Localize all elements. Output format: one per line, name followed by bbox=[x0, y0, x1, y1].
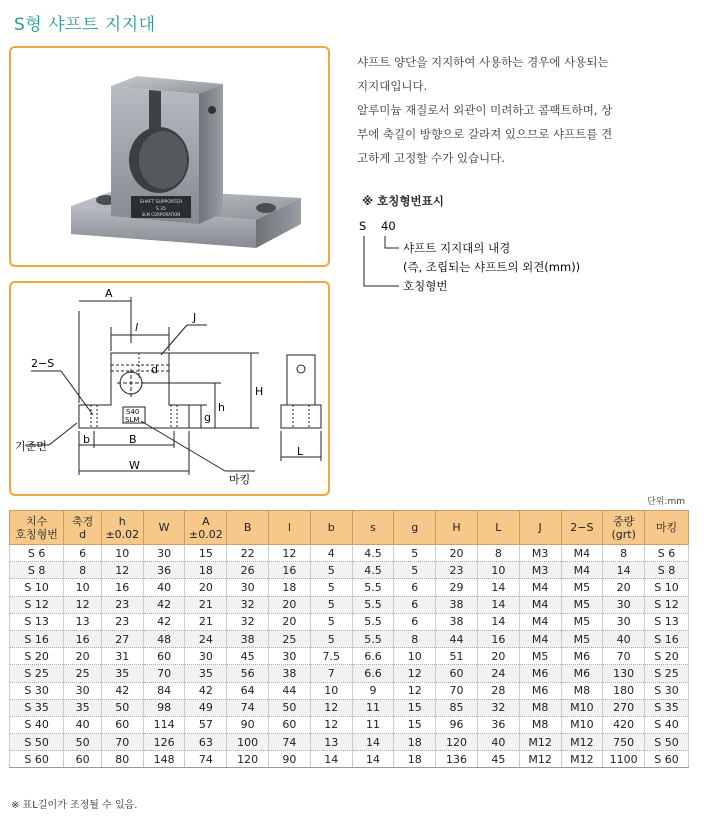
column-header: L bbox=[477, 511, 519, 545]
dim-B-label: B bbox=[129, 433, 137, 446]
table-cell: 10 bbox=[394, 648, 436, 665]
product-photo bbox=[11, 48, 328, 265]
table-cell: 6.6 bbox=[352, 648, 394, 665]
table-cell: 45 bbox=[227, 648, 269, 665]
table-cell: M8 bbox=[519, 716, 561, 733]
table-row bbox=[10, 613, 689, 630]
table-cell: S 13 bbox=[10, 613, 64, 630]
table-cell: M4 bbox=[519, 613, 561, 630]
code-diagram bbox=[355, 212, 655, 302]
code-desc-line1: 샤프트 지지대의 내경 bbox=[403, 241, 511, 255]
column-header: 치수 호칭형번 bbox=[10, 511, 64, 545]
table-cell: 5.5 bbox=[352, 596, 394, 613]
table-cell: M6 bbox=[519, 682, 561, 699]
table-cell: 14 bbox=[477, 596, 519, 613]
photo-model-text: S 35 bbox=[155, 207, 167, 212]
table-cell: 12 bbox=[269, 545, 311, 562]
table-cell: 56 bbox=[227, 665, 269, 682]
table-cell: S 40 bbox=[645, 716, 689, 733]
table-row bbox=[10, 579, 689, 596]
table-cell: 44 bbox=[436, 630, 478, 647]
table-cell: 27 bbox=[101, 630, 143, 647]
table-cell: M4 bbox=[561, 562, 603, 579]
table-cell: 96 bbox=[436, 716, 478, 733]
table-cell: 100 bbox=[227, 734, 269, 751]
table-cell: 4.5 bbox=[352, 545, 394, 562]
table-cell: 5 bbox=[394, 545, 436, 562]
table-cell: 38 bbox=[436, 613, 478, 630]
technical-drawing-frame bbox=[9, 281, 330, 496]
table-cell: 16 bbox=[269, 562, 311, 579]
table-cell: M10 bbox=[561, 699, 603, 716]
table-cell: 49 bbox=[185, 699, 227, 716]
marking-label: 마킹 bbox=[229, 473, 251, 486]
product-photo-frame bbox=[9, 46, 330, 267]
table-cell: S 20 bbox=[10, 648, 64, 665]
table-cell: 45 bbox=[477, 751, 519, 768]
table-cell: 51 bbox=[436, 648, 478, 665]
table-cell: 32 bbox=[227, 596, 269, 613]
description bbox=[357, 50, 632, 170]
table-cell: M12 bbox=[519, 751, 561, 768]
table-cell: M8 bbox=[561, 682, 603, 699]
table-cell: 60 bbox=[436, 665, 478, 682]
table-cell: M8 bbox=[519, 699, 561, 716]
table-cell: 7 bbox=[310, 665, 352, 682]
column-header: 마킹 bbox=[645, 511, 689, 545]
table-cell: 20 bbox=[64, 648, 102, 665]
page-title: S형 샤프트 지지대 bbox=[14, 15, 156, 35]
table-cell: 40 bbox=[64, 716, 102, 733]
table-cell: 14 bbox=[352, 751, 394, 768]
table-cell: 5 bbox=[394, 562, 436, 579]
table-cell: 30 bbox=[603, 596, 645, 613]
table-cell: M4 bbox=[519, 596, 561, 613]
table-cell: 4.5 bbox=[352, 562, 394, 579]
table-cell: 35 bbox=[101, 665, 143, 682]
table-cell: 74 bbox=[185, 751, 227, 768]
table-cell: 4 bbox=[310, 545, 352, 562]
table-cell: M12 bbox=[561, 734, 603, 751]
table-cell: 5.5 bbox=[352, 579, 394, 596]
column-header: H bbox=[436, 511, 478, 545]
table-cell: S 12 bbox=[10, 596, 64, 613]
table-cell: 180 bbox=[603, 682, 645, 699]
dim-H-label: H bbox=[255, 385, 264, 398]
table-cell: 30 bbox=[269, 648, 311, 665]
table-cell: 5.5 bbox=[352, 630, 394, 647]
table-cell: 120 bbox=[227, 751, 269, 768]
table-cell: S 8 bbox=[645, 562, 689, 579]
column-header: J bbox=[519, 511, 561, 545]
table-cell: 10 bbox=[101, 545, 143, 562]
table-cell: 5 bbox=[310, 630, 352, 647]
table-cell: 23 bbox=[436, 562, 478, 579]
code-number: 40 bbox=[381, 219, 396, 233]
table-cell: 6 bbox=[394, 596, 436, 613]
table-cell: 15 bbox=[185, 545, 227, 562]
dim-b-label: b bbox=[83, 433, 90, 446]
column-header: 축경 d bbox=[64, 511, 102, 545]
tag-brand-label: SLM bbox=[125, 416, 140, 424]
column-header: l bbox=[269, 511, 311, 545]
table-cell: 30 bbox=[185, 648, 227, 665]
table-cell: 48 bbox=[143, 630, 185, 647]
table-cell: 44 bbox=[269, 682, 311, 699]
table-cell: M3 bbox=[519, 562, 561, 579]
table-cell: 420 bbox=[603, 716, 645, 733]
table-cell: 5 bbox=[310, 596, 352, 613]
table-cell: M5 bbox=[519, 648, 561, 665]
code-desc-line3: 호칭형번 bbox=[403, 279, 448, 293]
table-cell: 270 bbox=[603, 699, 645, 716]
table-cell: 18 bbox=[185, 562, 227, 579]
table-cell: 136 bbox=[436, 751, 478, 768]
table-cell: 750 bbox=[603, 734, 645, 751]
table-cell: 32 bbox=[477, 699, 519, 716]
table-cell: M12 bbox=[519, 734, 561, 751]
table-row bbox=[10, 751, 689, 768]
dim-L-label: L bbox=[297, 445, 304, 458]
code-desc-line2: (즉, 조립되는 샤프트의 외견(mm)) bbox=[403, 260, 581, 274]
table-cell: 114 bbox=[143, 716, 185, 733]
table-cell: 20 bbox=[185, 579, 227, 596]
code-title: ※ 호칭형번표시 bbox=[362, 194, 444, 208]
table-cell: 18 bbox=[394, 751, 436, 768]
table-cell: M12 bbox=[561, 751, 603, 768]
table-cell: 14 bbox=[603, 562, 645, 579]
technical-drawing bbox=[11, 283, 328, 494]
table-row bbox=[10, 630, 689, 647]
table-cell: 57 bbox=[185, 716, 227, 733]
table-cell: M4 bbox=[519, 630, 561, 647]
table-cell: 38 bbox=[269, 665, 311, 682]
table-cell: 42 bbox=[143, 613, 185, 630]
table-cell: 16 bbox=[101, 579, 143, 596]
table-cell: 126 bbox=[143, 734, 185, 751]
column-header: s bbox=[352, 511, 394, 545]
table-cell: 70 bbox=[436, 682, 478, 699]
description-line: 부에 축길이 방향으로 갈라져 있으므로 샤프트를 견 bbox=[357, 127, 613, 141]
table-cell: 84 bbox=[143, 682, 185, 699]
table-cell: 7.5 bbox=[310, 648, 352, 665]
table-cell: 32 bbox=[227, 613, 269, 630]
table-cell: 9 bbox=[352, 682, 394, 699]
table-cell: S 8 bbox=[10, 562, 64, 579]
table-cell: S 60 bbox=[10, 751, 64, 768]
description-line: 지지대입니다. bbox=[357, 79, 428, 93]
table-cell: 6 bbox=[394, 613, 436, 630]
table-cell: 24 bbox=[477, 665, 519, 682]
table-cell: 35 bbox=[64, 699, 102, 716]
table-cell: 25 bbox=[269, 630, 311, 647]
table-cell: M5 bbox=[561, 613, 603, 630]
photo-brand-text: SHAFT SUPPORTER bbox=[139, 200, 183, 205]
table-cell: 12 bbox=[394, 682, 436, 699]
dim-g-label: g bbox=[204, 411, 211, 424]
table-cell: 30 bbox=[603, 613, 645, 630]
column-header: h ±0.02 bbox=[101, 511, 143, 545]
column-header: g bbox=[394, 511, 436, 545]
table-cell: 20 bbox=[269, 596, 311, 613]
table-row bbox=[10, 699, 689, 716]
table-cell: 23 bbox=[101, 596, 143, 613]
dim-W-label: W bbox=[129, 459, 140, 472]
table-cell: 30 bbox=[227, 579, 269, 596]
table-cell: 31 bbox=[101, 648, 143, 665]
table-cell: S 13 bbox=[645, 613, 689, 630]
table-cell: S 16 bbox=[645, 630, 689, 647]
description-line: 고하게 고정할 수가 있습니다. bbox=[357, 151, 505, 165]
table-cell: 8 bbox=[477, 545, 519, 562]
column-header: b bbox=[310, 511, 352, 545]
table-cell: M4 bbox=[519, 579, 561, 596]
table-cell: 36 bbox=[143, 562, 185, 579]
unit-label: 단위:mm bbox=[647, 497, 685, 507]
table-cell: M6 bbox=[561, 665, 603, 682]
table-cell: S 60 bbox=[645, 751, 689, 768]
table-row bbox=[10, 716, 689, 733]
table-cell: 10 bbox=[310, 682, 352, 699]
table-cell: 18 bbox=[394, 734, 436, 751]
table-cell: S 10 bbox=[645, 579, 689, 596]
table-cell: 70 bbox=[143, 665, 185, 682]
table-cell: S 20 bbox=[645, 648, 689, 665]
table-row bbox=[10, 596, 689, 613]
table-cell: 29 bbox=[436, 579, 478, 596]
table-cell: S 30 bbox=[645, 682, 689, 699]
table-cell: 24 bbox=[185, 630, 227, 647]
table-cell: 20 bbox=[477, 648, 519, 665]
table-cell: 60 bbox=[64, 751, 102, 768]
table-cell: 80 bbox=[101, 751, 143, 768]
table-cell: 98 bbox=[143, 699, 185, 716]
table-row bbox=[10, 545, 689, 562]
dim-2S-label: 2−S bbox=[31, 357, 55, 370]
table-cell: 6 bbox=[64, 545, 102, 562]
table-cell: 1100 bbox=[603, 751, 645, 768]
table-body bbox=[10, 545, 689, 768]
table-cell: 12 bbox=[64, 596, 102, 613]
table-cell: 130 bbox=[603, 665, 645, 682]
table-cell: 13 bbox=[310, 734, 352, 751]
table-cell: 36 bbox=[477, 716, 519, 733]
description-line: 알루미늄 재질로서 외관이 미려하고 콤팩트하며, 상 bbox=[357, 103, 613, 117]
table-cell: 40 bbox=[603, 630, 645, 647]
table-cell: 16 bbox=[477, 630, 519, 647]
table-cell: 8 bbox=[394, 630, 436, 647]
table-cell: 12 bbox=[394, 665, 436, 682]
table-cell: 30 bbox=[143, 545, 185, 562]
table-cell: 50 bbox=[101, 699, 143, 716]
table-cell: M5 bbox=[561, 630, 603, 647]
table-cell: S 25 bbox=[645, 665, 689, 682]
table-cell: 35 bbox=[185, 665, 227, 682]
table-cell: 70 bbox=[101, 734, 143, 751]
table-cell: 5 bbox=[310, 579, 352, 596]
table-cell: 42 bbox=[101, 682, 143, 699]
description-line: 샤프트 양단을 지지하여 사용하는 경우에 사용되는 bbox=[357, 55, 609, 69]
column-header: A ±0.02 bbox=[185, 511, 227, 545]
table-cell: 8 bbox=[64, 562, 102, 579]
table-cell: 38 bbox=[436, 596, 478, 613]
column-header: 2−S bbox=[561, 511, 603, 545]
tag-model-label: S40 bbox=[126, 408, 140, 416]
table-cell: M5 bbox=[561, 596, 603, 613]
table-cell: 90 bbox=[269, 751, 311, 768]
table-cell: 64 bbox=[227, 682, 269, 699]
footnote: ※ 표L길이가 조정될 수 있음. bbox=[11, 800, 138, 811]
table-cell: 42 bbox=[185, 682, 227, 699]
table-cell: S 50 bbox=[645, 734, 689, 751]
table-cell: S 35 bbox=[10, 699, 64, 716]
table-cell: 50 bbox=[269, 699, 311, 716]
table-cell: M10 bbox=[561, 716, 603, 733]
table-cell: 85 bbox=[436, 699, 478, 716]
table-cell: 25 bbox=[64, 665, 102, 682]
table-cell: 12 bbox=[310, 716, 352, 733]
table-cell: 90 bbox=[227, 716, 269, 733]
table-cell: 14 bbox=[477, 579, 519, 596]
dim-d-label: d bbox=[151, 363, 158, 376]
table-cell: 8 bbox=[603, 545, 645, 562]
table-cell: S 6 bbox=[645, 545, 689, 562]
table-cell: 40 bbox=[143, 579, 185, 596]
table-cell: 5 bbox=[310, 613, 352, 630]
table-cell: 13 bbox=[64, 613, 102, 630]
table-cell: 26 bbox=[227, 562, 269, 579]
table-cell: S 16 bbox=[10, 630, 64, 647]
table-cell: 14 bbox=[310, 751, 352, 768]
table-cell: M4 bbox=[561, 545, 603, 562]
table-cell: 6.6 bbox=[352, 665, 394, 682]
table-header-row bbox=[10, 511, 689, 545]
table-cell: 60 bbox=[143, 648, 185, 665]
table-cell: 15 bbox=[394, 699, 436, 716]
table-cell: 11 bbox=[352, 699, 394, 716]
table-cell: M5 bbox=[561, 579, 603, 596]
table-cell: 20 bbox=[603, 579, 645, 596]
table-cell: 5.5 bbox=[352, 613, 394, 630]
table-cell: 12 bbox=[101, 562, 143, 579]
spec-table bbox=[9, 510, 689, 768]
table-cell: S 6 bbox=[10, 545, 64, 562]
table-cell: 60 bbox=[269, 716, 311, 733]
table-cell: M6 bbox=[519, 665, 561, 682]
table-cell: 22 bbox=[227, 545, 269, 562]
table-cell: M6 bbox=[561, 648, 603, 665]
table-cell: 15 bbox=[394, 716, 436, 733]
table-cell: 42 bbox=[143, 596, 185, 613]
dim-h-label: h bbox=[218, 401, 225, 414]
dim-J-label: J bbox=[193, 311, 197, 324]
table-cell: 14 bbox=[352, 734, 394, 751]
table-cell: S 30 bbox=[10, 682, 64, 699]
table-cell: S 25 bbox=[10, 665, 64, 682]
table-cell: 70 bbox=[603, 648, 645, 665]
table-cell: 40 bbox=[477, 734, 519, 751]
dim-l-label: l bbox=[135, 321, 139, 334]
table-cell: 21 bbox=[185, 613, 227, 630]
table-cell: M3 bbox=[519, 545, 561, 562]
table-cell: 16 bbox=[64, 630, 102, 647]
table-cell: 74 bbox=[227, 699, 269, 716]
table-row bbox=[10, 682, 689, 699]
table-cell: 63 bbox=[185, 734, 227, 751]
table-cell: 60 bbox=[101, 716, 143, 733]
column-header: W bbox=[143, 511, 185, 545]
dim-A-label: A bbox=[105, 287, 113, 300]
table-cell: S 40 bbox=[10, 716, 64, 733]
photo-corp-text: SLM CORPORATION bbox=[141, 212, 181, 217]
table-cell: 20 bbox=[269, 613, 311, 630]
table-cell: 148 bbox=[143, 751, 185, 768]
table-cell: 21 bbox=[185, 596, 227, 613]
column-header: 중량 (grt) bbox=[603, 511, 645, 545]
table-cell: 74 bbox=[269, 734, 311, 751]
table-cell: 30 bbox=[64, 682, 102, 699]
table-cell: 14 bbox=[477, 613, 519, 630]
code-prefix: S bbox=[359, 219, 367, 233]
table-cell: 11 bbox=[352, 716, 394, 733]
table-cell: S 35 bbox=[645, 699, 689, 716]
column-header: B bbox=[227, 511, 269, 545]
table-row bbox=[10, 562, 689, 579]
base-reference-label: 기준면 bbox=[15, 440, 47, 453]
table-row bbox=[10, 734, 689, 751]
table-cell: 23 bbox=[101, 613, 143, 630]
table-cell: 10 bbox=[477, 562, 519, 579]
table-cell: 20 bbox=[436, 545, 478, 562]
table-cell: 12 bbox=[310, 699, 352, 716]
table-cell: 6 bbox=[394, 579, 436, 596]
table-cell: 5 bbox=[310, 562, 352, 579]
table-cell: 28 bbox=[477, 682, 519, 699]
table-cell: 120 bbox=[436, 734, 478, 751]
table-cell: S 50 bbox=[10, 734, 64, 751]
table-cell: 18 bbox=[269, 579, 311, 596]
table-cell: S 10 bbox=[10, 579, 64, 596]
table-cell: S 12 bbox=[645, 596, 689, 613]
table-cell: 50 bbox=[64, 734, 102, 751]
table-cell: 38 bbox=[227, 630, 269, 647]
table-row bbox=[10, 665, 689, 682]
table-cell: 10 bbox=[64, 579, 102, 596]
table-row bbox=[10, 648, 689, 665]
